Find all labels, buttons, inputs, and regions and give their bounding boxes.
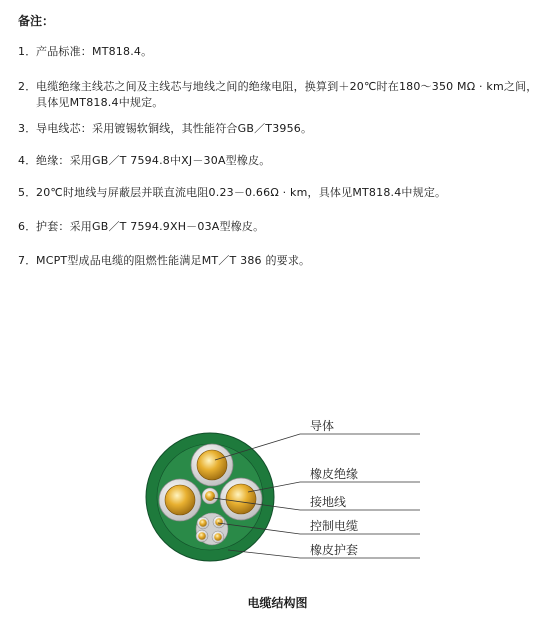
note-number: 3．	[18, 122, 37, 135]
note-item	[18, 153, 270, 169]
note-item	[18, 79, 538, 111]
note-number: 5．	[18, 186, 37, 199]
note-text-continuation: 具体见MT818.4中规定。	[36, 96, 164, 109]
note-number: 7．	[18, 254, 37, 267]
note-item	[18, 219, 264, 235]
diagram-caption: 电缆结构图	[247, 596, 308, 610]
note-text: 20℃时地线与屏蔽层并联直流电阻0.23－0.66Ω · km，具体见MT818.4中规定。	[36, 186, 447, 199]
note-number: 4．	[18, 154, 37, 167]
label-sheath: 橡皮护套	[310, 543, 359, 557]
control-cable-cores	[196, 513, 228, 545]
power-core-left	[159, 479, 201, 521]
ground-wire-core	[202, 488, 218, 504]
note-text: MCPT型成品电缆的阻燃性能满足MT／T 386 的要求。	[36, 254, 311, 267]
note-text: 导电线芯：采用镀锡软铜线，其性能符合GB／T3956。	[36, 122, 313, 135]
note-text: 绝缘：采用GB／T 7594.8中XJ－30A型橡皮。	[36, 154, 271, 167]
note-item	[18, 253, 310, 269]
note-item	[18, 185, 446, 201]
note-item	[18, 44, 152, 60]
note-number: 2．	[18, 80, 37, 93]
cable-structure-diagram	[0, 410, 555, 580]
notes-title: 备注：	[18, 14, 55, 28]
power-core-right	[220, 478, 262, 520]
note-number: 1．	[18, 45, 37, 58]
note-text: 电缆绝缘主线芯之间及主线芯与地线之间的绝缘电阻，换算到＋20℃时在180～350 MΩ · km之间，	[36, 80, 538, 93]
note-text: 产品标准：MT818.4。	[36, 45, 153, 58]
power-core-top	[191, 444, 233, 486]
label-insulation: 橡皮绝缘	[310, 467, 359, 481]
label-control-cable: 控制电缆	[310, 519, 359, 533]
label-conductor: 导体	[310, 419, 335, 433]
note-item	[18, 121, 312, 137]
note-text: 护套：采用GB／T 7594.9XH－03A型橡皮。	[36, 220, 265, 233]
note-number: 6．	[18, 220, 37, 233]
label-ground-wire: 接地线	[310, 495, 347, 509]
